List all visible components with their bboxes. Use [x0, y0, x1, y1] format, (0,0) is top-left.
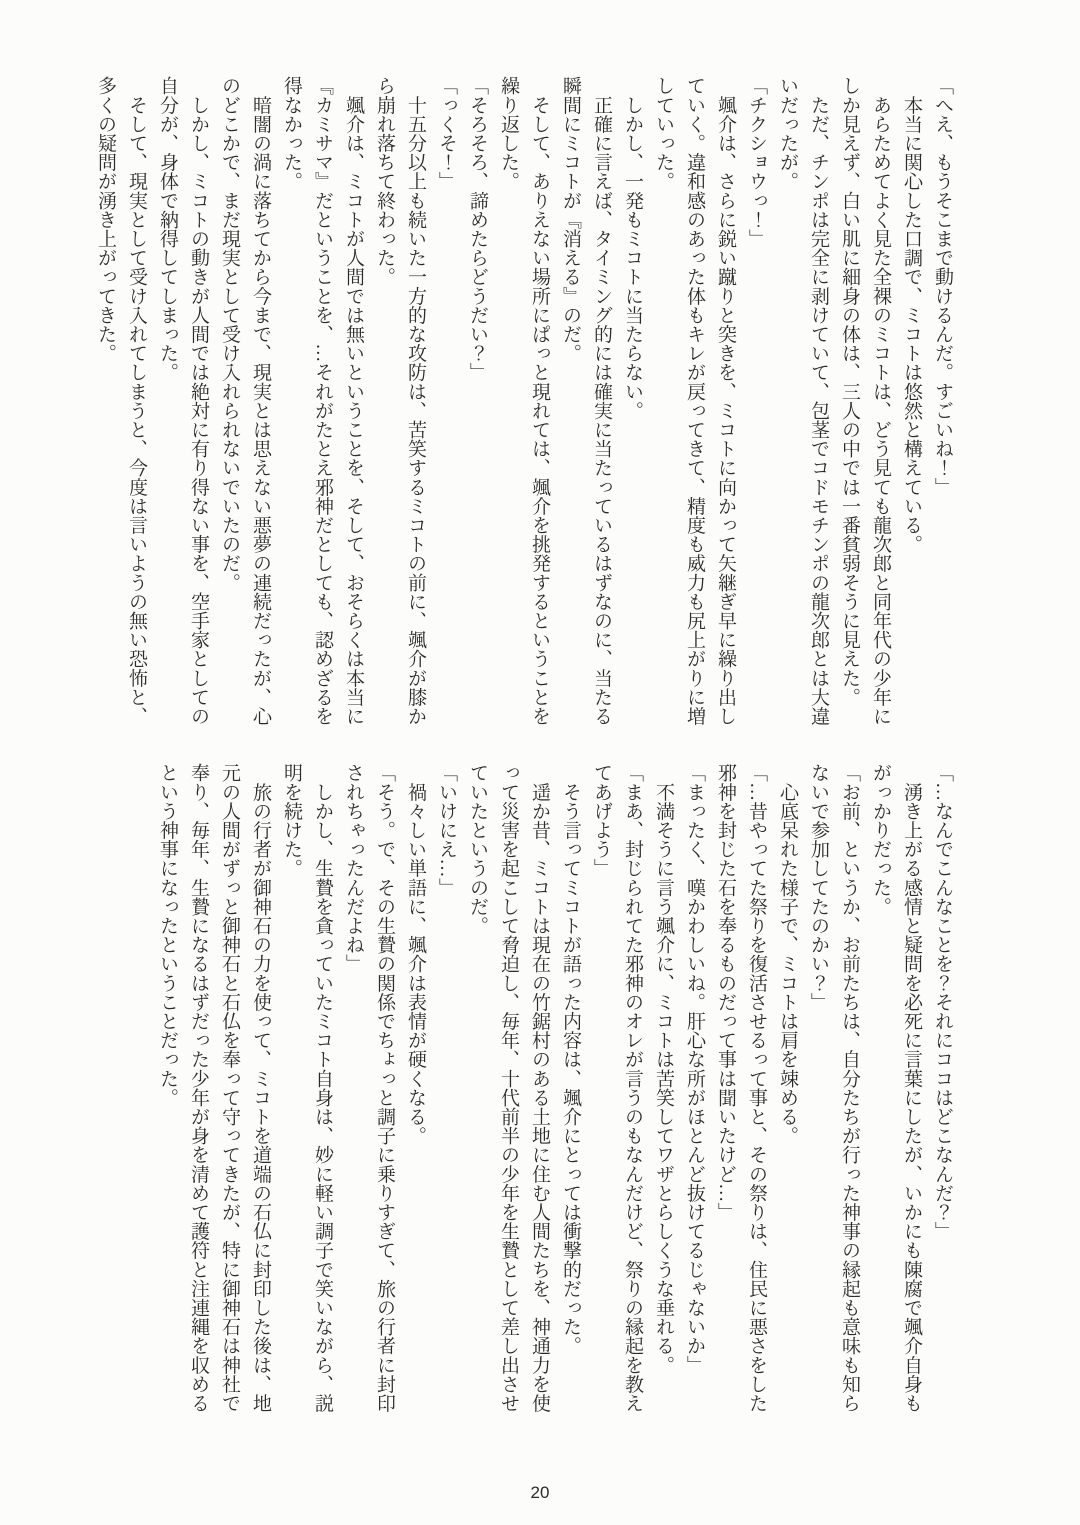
text-line: 自分が、身体で納得してしまった。 [157, 76, 178, 382]
text-line: 『カミサマ』だということを、…それがたとえ邪神だとしても、認めざるを [312, 76, 333, 726]
text-line: 「まあ、封じられてた邪神のオレが言うのもなんだけど、祭りの縁起を教え [622, 763, 643, 1413]
text-line: 「そう。で、その生贄の関係でちょっと調子に乗りすぎて、旅の行者に封印 [374, 763, 395, 1413]
text-line: 正確に言えば、タイミング的には確実に当たっているはずなのに、当たる [591, 76, 612, 726]
text-line: しか見えず、白い肌に細身の体は、三人の中では一番貧弱そうに見えた。 [839, 76, 860, 707]
text-line: ないで参加してたのかい？」 [808, 763, 829, 1012]
text-line: って災害を起こして脅迫し、毎年、十代前半の少年を生贄として差し出させ [498, 763, 519, 1413]
text-line: 湧き上がる感情と疑問を必死に言葉にしたが、いかにも陳腐で颯介自身も [901, 763, 922, 1413]
page-footer [0, 1483, 1080, 1503]
text-block-top [90, 76, 958, 736]
text-line: 奉り、毎年、生贄になるはずだった少年が身を清めて護符と注連縄を収める [188, 763, 209, 1413]
text-line: されちゃったんだよね」 [343, 763, 364, 974]
text-line: 「お前、というか、お前たちは、自分たちが行った神事の縁起も意味も知ら [839, 763, 860, 1413]
text-line: 十五分以上も続いた一方的な攻防は、苦笑するミコトの前に、颯介が膝か [405, 76, 426, 726]
text-line: 「っくそ！」 [436, 76, 457, 191]
text-line: 遥か昔、ミコトは現在の竹鋸村のある土地に住む人間たちを、神通力を使 [529, 763, 550, 1413]
text-line: 暗闇の渦に落ちてから今まで、現実とは思えない悪夢の連続だったが、心 [250, 76, 271, 726]
page-number: 20 [530, 1483, 550, 1502]
text-line: 明を続けた。 [281, 763, 302, 878]
text-line: 邪神を封じた石を奉るものだって事は聞いたけど…」 [715, 763, 736, 1222]
text-line: 繰り返した。 [498, 76, 519, 191]
text-line: 不満そうに言う颯介に、ミコトは苦笑してワザとらしくうな垂れる。 [653, 763, 674, 1375]
text-line: ら崩れ落ちて終わった。 [374, 76, 395, 287]
text-line: しかし、一発もミコトに当たらない。 [622, 76, 643, 420]
text-line: 「…昔やってた祭りを復活させるって事と、その祭りは、住民に悪さをした [746, 763, 767, 1413]
text-line: という神事になったということだった。 [157, 763, 178, 1107]
text-line: あらためてよく見た全裸のミコトは、どう見ても龍次郎と同年代の少年に [870, 76, 891, 726]
text-line: のどこかで、まだ現実として受け入れられないでいたのだ。 [219, 76, 240, 592]
text-line: 「いけにえ…」 [436, 763, 457, 897]
text-line: しかし、ミコトの動きが人間では絶対に有り得ない事を、空手家としての [188, 76, 209, 726]
text-line: 「まったく、嘆かわしいね。肝心な所がほとんど抜けてるじゃないか」 [684, 763, 705, 1375]
text-line: 心底呆れた様子で、ミコトは肩を竦める。 [777, 763, 798, 1145]
text-line: ていたというのだ。 [467, 763, 488, 935]
text-line: 元の人間がずっと御神石と石仏を奉って守ってきたが、特に御神石は神社で [219, 763, 240, 1413]
text-line: 得なかった。 [281, 76, 302, 191]
text-line: ていく。違和感のあった体もキレが戻ってきて、精度も威力も尻上がりに増 [684, 76, 705, 726]
text-line: 「…なんでこんなことを？それにココはどこなんだ？」 [932, 763, 953, 1241]
text-line: 本当に関心した口調で、ミコトは悠然と構えている。 [901, 76, 922, 554]
text-line: しかし、生贄を貪っていたミコト自身は、妙に軽い調子で笑いながら、説 [312, 763, 333, 1413]
text-line: していった。 [653, 76, 674, 191]
text-line: 瞬間にミコトが『消える』のだ。 [560, 76, 581, 363]
text-line: 「へえ、もうそこまで動けるんだ。すごいね！」 [932, 76, 953, 497]
text-line: 颯介は、ミコトが人間では無いということを、そして、おそらくは本当に [343, 76, 364, 726]
text-line: 旅の行者が御神石の力を使って、ミコトを道端の石仏に封印した後は、地 [250, 763, 271, 1413]
text-line: 「チクショウっ！」 [746, 76, 767, 248]
text-line: てあげよう」 [591, 763, 612, 878]
text-line: 多くの疑問が湧き上がってきた。 [95, 76, 116, 363]
text-line: 禍々しい単語に、颯介は表情が硬くなる。 [405, 763, 426, 1145]
text-line: そう言ってミコトが語った内容は、颯介にとっては衝撃的だった。 [560, 763, 581, 1356]
text-block-bottom [152, 763, 958, 1423]
text-line: 颯介は、さらに鋭い蹴りと突きを、ミコトに向かって矢継ぎ早に繰り出し [715, 76, 736, 726]
text-line: そして、ありえない場所にぱっと現れては、颯介を挑発するということを [529, 76, 550, 726]
text-line: ただ、チンポは完全に剥けていて、包茎でコドモチンポの龍次郎とは大違 [808, 76, 829, 726]
text-line: 「そろそろ、諦めたらどうだい？」 [467, 76, 488, 382]
text-line: がっかりだった。 [870, 763, 891, 916]
text-line: いだったが。 [777, 76, 798, 191]
text-line: そして、現実として受け入れてしまうと、今度は言いようの無い恐怖と、 [126, 76, 147, 726]
